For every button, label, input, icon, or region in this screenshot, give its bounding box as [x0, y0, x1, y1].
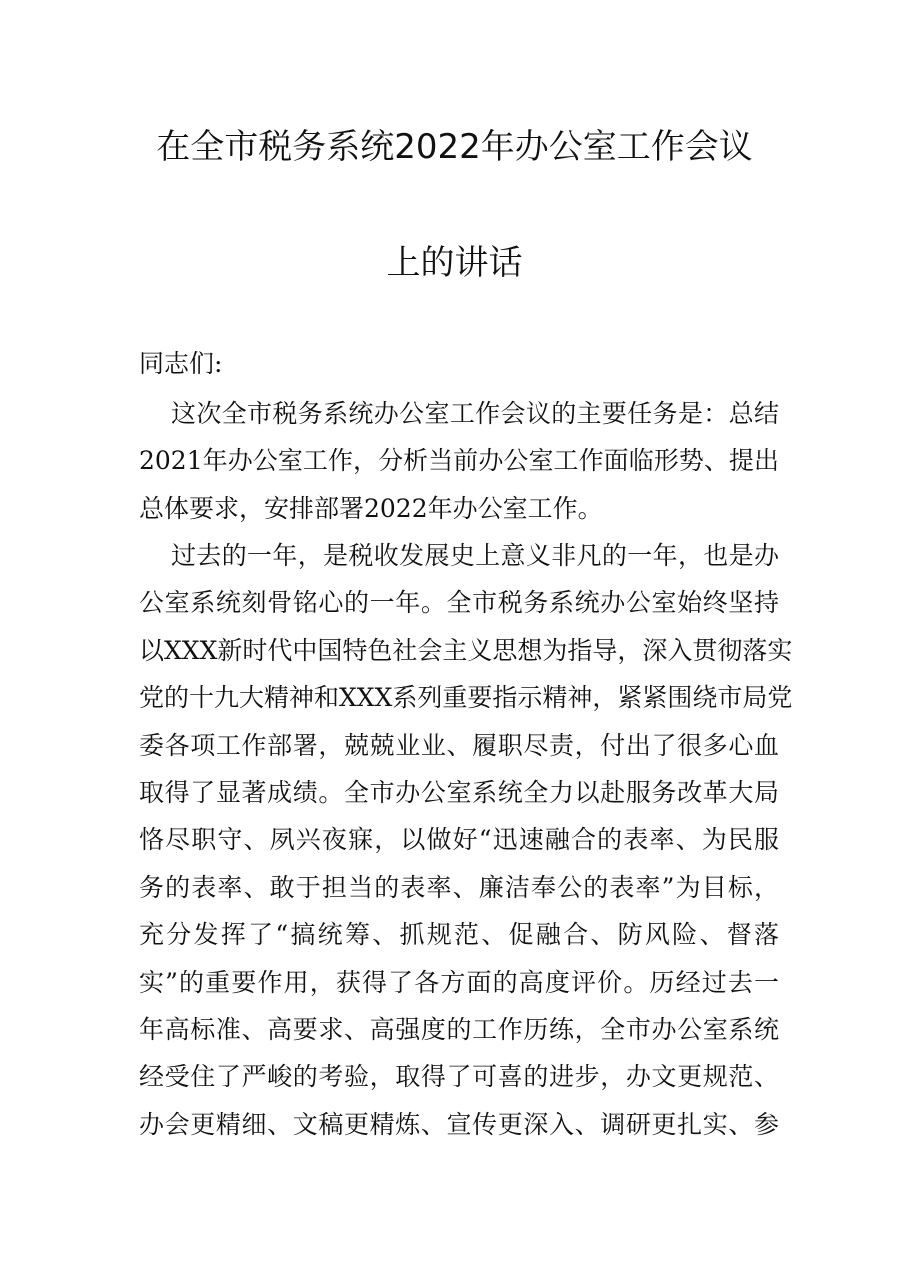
document-title-line-2: 上的讲话 — [386, 243, 523, 283]
paragraph-line: 经受住了严峻的考验，取得了可喜的进步，办文更规范、 — [139, 1062, 779, 1092]
paragraph-line: 这次全市税务系统办公室工作会议的主要任务是：总结 — [171, 399, 779, 428]
paragraph-line: 2021年办公室工作，分析当前办公室工作面临形势、提出 — [139, 446, 779, 476]
paragraph-line: 以XXX新时代中国特色社会主义思想为指导，深入贯彻落实 — [139, 635, 793, 665]
paragraph-line: 恪尽职守、夙兴夜寐，以做好“迅速融合的表率、为民服 — [139, 825, 779, 855]
paragraph-line: 充分发挥了“搞统筹、抓规范、促融合、防风险、督落 — [139, 920, 779, 950]
paragraph-2 — [139, 532, 793, 1148]
greeting: 同志们: — [139, 349, 223, 378]
paragraph-line: 办会更精细、文稿更精炼、宣传更深入、调研更扎实、参 — [139, 1109, 779, 1139]
paragraph-line: 过去的一年，是税收发展史上意义非凡的一年，也是办 — [171, 541, 779, 570]
paragraph-line: 公室系统刻骨铭心的一年。全市税务系统办公室始终坚持 — [139, 588, 779, 618]
document-title-line-1: 在全市税务系统2022年办公室工作会议 — [156, 127, 753, 167]
paragraph-line: 委各项工作部署，兢兢业业、履职尽责，付出了很多心血 — [139, 730, 779, 760]
paragraph-line: 取得了显著成绩。全市办公室系统全力以赴服务改革大局 — [139, 778, 779, 808]
paragraph-line: 年高标准、高要求、高强度的工作历练，全市办公室系统 — [139, 1015, 779, 1045]
paragraph-line: 党的十九大精神和XXX系列重要指示精神，紧紧围绕市局党 — [139, 683, 793, 713]
paragraph-line: 务的表率、敢于担当的表率、廉洁奉公的表率”为目标， — [139, 872, 779, 902]
paragraph-line: 实”的重要作用，获得了各方面的高度评价。历经过去一 — [139, 967, 779, 997]
paragraph-line: 总体要求，安排部署2022年办公室工作。 — [139, 493, 603, 523]
paragraph-1 — [139, 390, 779, 532]
